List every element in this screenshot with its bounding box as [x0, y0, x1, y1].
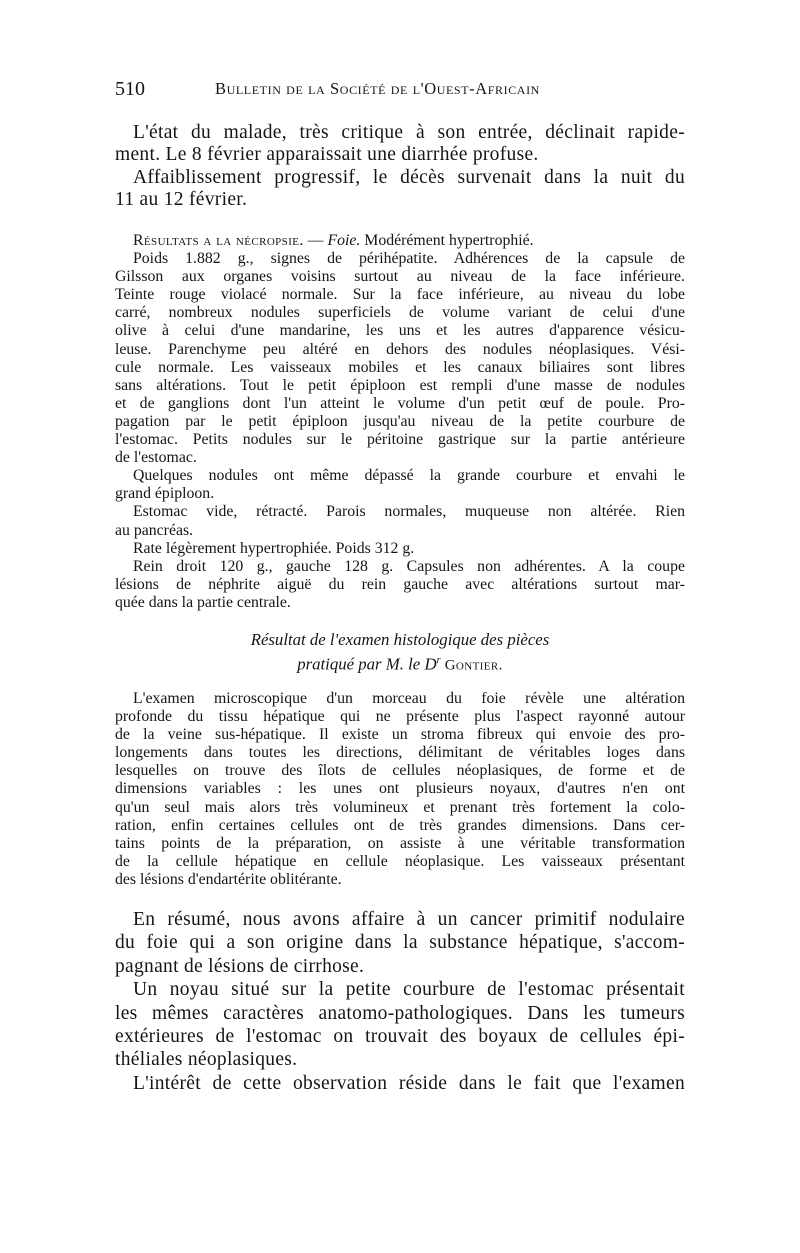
- histology-paragraph: [115, 690, 685, 889]
- necropsy-dash: —: [303, 232, 328, 249]
- necropsy-section: [115, 232, 685, 612]
- text-line: au pancréas.: [115, 521, 194, 539]
- text-line: Poids 1.882 g., signes de périhépatite. Adhérences de la capsule de: [133, 250, 685, 268]
- text-line: de la veine sus-hépatique. Il existe un stroma fibreux qui envoie des pro-: [115, 726, 685, 744]
- text-line: leuse. Parenchyme peu altéré en dehors des nodules néoplasiques. Vési-: [115, 340, 685, 358]
- text-line: l'estomac. Petits nodules sur le péritoine gastrique sur la partie antérieure: [115, 431, 685, 449]
- text-line: lésions de néphrite aiguë du rein gauche avec altérations surtout mar-: [115, 575, 685, 593]
- text-line: olive à celui d'une mandarine, les uns et les autres d'apparence vésicu-: [115, 322, 685, 340]
- necropsy-label: Résultats a la nécropsie.: [133, 232, 304, 249]
- text-line: extérieures de l'estomac on trouvait des boyaux de cellules épi-: [115, 1026, 685, 1048]
- text-line: Gilsson aux organes voisins surtout au niveau de la face inférieure.: [115, 268, 685, 286]
- text-line: les mêmes caractères anatomo-pathologiques. Dans les tumeurs: [115, 1002, 685, 1024]
- text-line: de la cellule hépatique en cellule néoplasique. Les vaisseaux présentant: [115, 852, 685, 870]
- organ-label: Foie.: [327, 232, 361, 249]
- text-line: Rate légèrement hypertrophiée. Poids 312 g.: [133, 539, 415, 557]
- text-line: quée dans la partie centrale.: [115, 593, 291, 611]
- text-line: sans altérations. Tout le petit épiploon est rempli d'une masse de nodules: [115, 376, 685, 394]
- text-line: des lésions d'endartérite oblitérante.: [115, 870, 342, 888]
- text-line: cule normale. Les vaisseaux mobiles et les canaux biliaires sont libres: [115, 358, 685, 376]
- text-line: de l'estomac.: [115, 449, 197, 467]
- subheading-line: Résultat de l'examen histologique des pièces: [250, 630, 550, 649]
- text-line: profonde du tissu hépatique qui ne présente plus l'aspect rayonné autour: [115, 708, 685, 726]
- doctor-name: Gontier.: [444, 657, 503, 674]
- text-line: L'état du malade, très critique à son entrée, déclinait rapide-: [133, 122, 685, 143]
- subheading-line: [115, 651, 685, 676]
- page-header: [115, 78, 685, 102]
- text-line: Estomac vide, rétracté. Parois normales, muqueuse non altérée. Rien: [133, 503, 685, 521]
- intro-paragraph: [115, 122, 685, 211]
- text-line: lesquelles on trouve des îlots de cellules néoplasiques, de forme et de: [115, 762, 685, 780]
- text-line: Affaiblissement progressif, le décès survenait dans la nuit du: [133, 166, 685, 188]
- necropsy-first-line-rest: Modérément hypertrophié.: [360, 232, 534, 249]
- text-line: grand épiploon.: [115, 485, 215, 503]
- text-line: tains points de la préparation, on assiste à une véritable transformation: [115, 834, 685, 852]
- text-line: pagnant de lésions de cirrhose.: [115, 955, 365, 977]
- text-line: pagation par le petit épiploon jusqu'au niveau de la petite courbure de: [115, 412, 685, 430]
- summary-paragraph: [115, 908, 685, 1095]
- text-line: En résumé, nous avons affaire à un cancer primitif nodulaire: [133, 909, 685, 930]
- text-line: théliales néoplasiques.: [115, 1049, 298, 1071]
- doctor-superscript: r: [436, 654, 441, 666]
- text-line: L'intérêt de cette observation réside dans le fait que l'examen: [133, 1072, 685, 1094]
- subheading-attribution: pratiqué par M. le D: [297, 654, 437, 674]
- text-line: Teinte rouge violacé normale. Sur la face inférieure, au niveau du lobe: [115, 286, 685, 304]
- text-line: Quelques nodules ont même dépassé la grande courbure et envahi le: [133, 467, 685, 485]
- text-line: ment. Le 8 février apparaissait une diarrhée profuse.: [115, 144, 539, 166]
- necropsy-heading-line: [115, 232, 685, 250]
- text-line: L'examen microscopique d'un morceau du foie révèle une altération: [133, 690, 685, 707]
- text-line: 11 au 12 février.: [115, 188, 248, 210]
- text-line: du foie qui a son origine dans la substance hépatique, s'accom-: [115, 932, 685, 954]
- running-head: Bulletin de la Société de l'Ouest-Africain: [215, 79, 540, 98]
- histology-subheading: [115, 630, 685, 676]
- text-line: longements dans toutes les directions, délimitant de véritables loges dans: [115, 744, 685, 762]
- text-line: Rein droit 120 g., gauche 128 g. Capsules non adhérentes. A la coupe: [133, 557, 685, 575]
- page-number: 510: [115, 78, 145, 100]
- text-line: dimensions variables : les unes ont plusieurs noyaux, d'autres n'en ont: [115, 780, 685, 798]
- text-line: Un noyau situé sur la petite courbure de l'estomac présentait: [133, 979, 685, 1001]
- text-line: carré, nombreux nodules superficiels de volume variant de celui d'une: [115, 304, 685, 322]
- text-line: ration, enfin certaines cellules ont de très grandes dimensions. Dans cer-: [115, 816, 685, 834]
- text-line: et de ganglions dont l'un atteint le volume d'un petit œuf de poule. Pro-: [115, 394, 685, 412]
- text-line: qu'un seul mais alors très volumineux et prenant très fortement la colo-: [115, 798, 685, 816]
